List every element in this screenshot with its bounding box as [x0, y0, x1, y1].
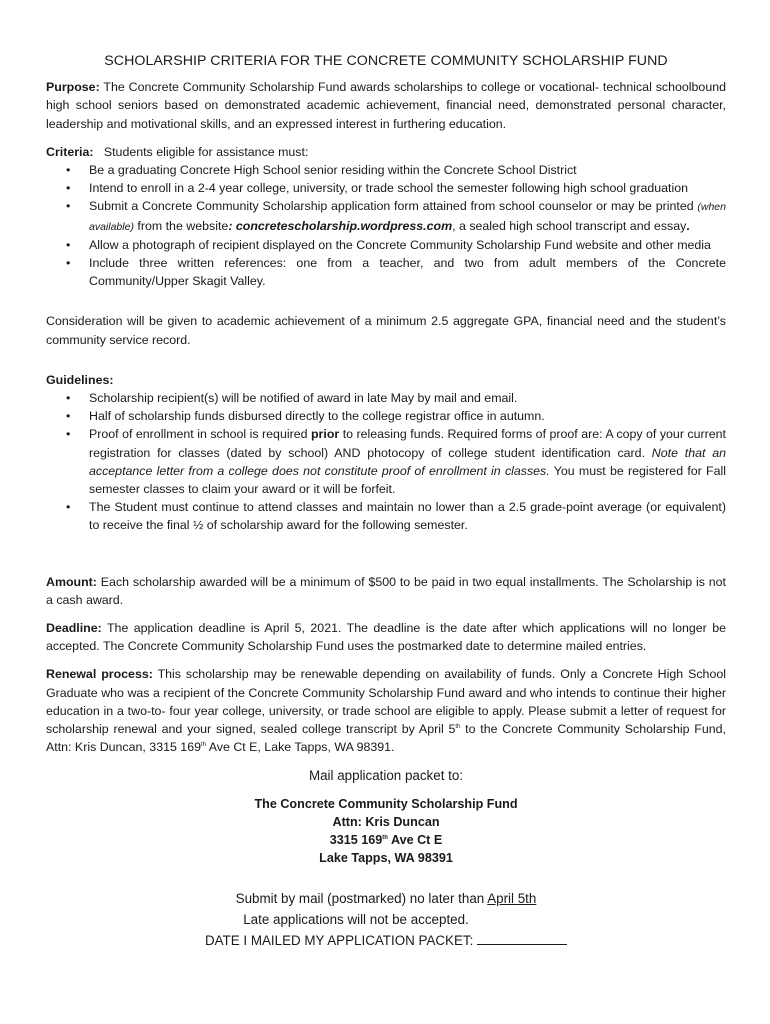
submit-date: April 5th [487, 890, 537, 906]
list-item-text: , a sealed high school transcript and essay [452, 218, 687, 233]
address-text: 3315 169 [329, 833, 383, 848]
list-item [46, 425, 726, 498]
purpose-label: Purpose: [46, 80, 100, 95]
amount-label: Amount: [46, 574, 97, 589]
list-item [46, 197, 726, 235]
enrollment-note: Note that an acceptance letter from a college does not constitute proof of enrollment in classes. [89, 445, 726, 478]
list-item-text: from the website [133, 218, 229, 233]
address-line: Attn: Kris Duncan [332, 814, 440, 829]
criteria-label: Criteria: [46, 144, 94, 159]
prior-emphasis: prior [310, 427, 340, 442]
late-notice: Late applications will not be accepted. [243, 911, 469, 927]
list-item-text: You must be registered for Fall semester classes to claim your award or it will be forfeit. [89, 463, 726, 497]
list-item: • Intend to enroll in a 2-4 year college, university, or trade school the semester following high school graduation [46, 179, 726, 197]
guidelines-section [46, 371, 726, 535]
ordinal-suffix: th [200, 742, 206, 749]
submission-notes [46, 888, 726, 951]
page-title: SCHOLARSHIP CRITERIA FOR THE CONCRETE COMMUNITY SCHOLARSHIP FUND [104, 53, 668, 69]
list-item: • The Student must continue to attend classes and maintain no lower than a 2.5 grade-point average (or equivalent) to receive the final ½ of scholarship award for the following semester. [46, 498, 726, 534]
list-item: • Be a graduating Concrete High School senior residing within the Concrete School District [46, 161, 726, 179]
renewal-text: to the Concrete Community Scholarship Fund, Attn: Kris Duncan, 3315 169 [46, 722, 726, 755]
list-item-text: Proof of enrollment in school is required [89, 427, 311, 442]
criteria-section [46, 143, 726, 291]
amount-paragraph [46, 573, 726, 609]
renewal-label: Renewal process: [46, 667, 153, 682]
document-page [46, 52, 726, 951]
address-line [46, 831, 726, 849]
address-line: The Concrete Community Scholarship Fund [254, 796, 518, 811]
submit-line [46, 888, 726, 909]
list-item: • Scholarship recipient(s) will be notified of award in late May by mail and email. [46, 389, 726, 407]
date-mailed-blank[interactable] [477, 932, 567, 945]
list-item: • Include three written references: one from a teacher, and two from adult members of the Concrete Community/Upper Skagit Valley. [46, 254, 726, 290]
renewal-text: Ave Ct E, Lake Tapps, WA 98391. [206, 740, 395, 755]
date-mailed-label: DATE I MAILED MY APPLICATION PACKET: [204, 932, 478, 948]
ordinal-suffix: th [455, 723, 461, 730]
website-link[interactable]: : concretescholarship.wordpress.com [228, 218, 453, 233]
date-mailed-line [46, 930, 726, 951]
deadline-text: The application deadline is April 5, 2021. The deadline is the date after which applications will no longer be accepted. The Concrete Community Scholarship Fund uses the postmarked date to determine mailed entries. [46, 621, 726, 654]
when-available-note: (when available) [89, 201, 726, 233]
guidelines-label: Guidelines: [46, 372, 114, 387]
guidelines-list [46, 389, 726, 535]
mail-heading: Mail application packet to: [308, 767, 464, 783]
list-item-text: Submit a Concrete Community Scholarship application form attained from school counselor or may be printed [89, 199, 698, 214]
deadline-paragraph [46, 619, 726, 655]
consideration-paragraph: Consideration will be given to academic achievement of a minimum 2.5 aggregate GPA, financial need and the student’s community service record. [46, 314, 726, 347]
purpose-paragraph [46, 78, 726, 133]
purpose-text: The Concrete Community Scholarship Fund awards scholarships to college or vocational- technical schoolbound high school seniors based on demonstrated academic achievement, financial need, demonstrated personal character, leadership and motivational skills, and an expressed interest in furthering education. [46, 80, 726, 131]
criteria-list [46, 161, 726, 290]
list-item: • Allow a photograph of recipient displayed on the Concrete Community Scholarship Fund website and other media [46, 236, 726, 254]
criteria-heading [46, 143, 726, 161]
amount-text: Each scholarship awarded will be a minimum of $500 to be paid in two equal installments. The Scholarship is not a cash award. [46, 574, 726, 607]
submit-text: Submit by mail (postmarked) no later than [235, 890, 488, 906]
renewal-text: This scholarship may be renewable depending on availability of funds. Only a Concrete High School Graduate who was a recipient of the Concrete Community Scholarship Fund award and who intends to continue their higher education in a two-to- four year college, university, or trade school are eligible to apply. Please submit a letter of request for scholarship renewal and your signed, sealed college transcript by April 5 [46, 667, 726, 737]
address-line: Lake Tapps, WA 98391 [319, 851, 453, 866]
list-item-text: to releasing funds. Required forms of proof are: A copy of your current registration for classes (dated by school) AND photocopy of college student identification card. [89, 427, 726, 460]
list-item-text: . [686, 218, 690, 233]
ordinal-suffix: th [382, 834, 388, 841]
mailing-address [46, 795, 726, 868]
deadline-label: Deadline: [46, 621, 102, 636]
list-item: • Half of scholarship funds disbursed directly to the college registrar office in autumn. [46, 407, 726, 425]
criteria-intro: Students eligible for assistance must: [93, 144, 309, 159]
renewal-paragraph [46, 665, 726, 756]
address-text: Ave Ct E [387, 833, 443, 848]
